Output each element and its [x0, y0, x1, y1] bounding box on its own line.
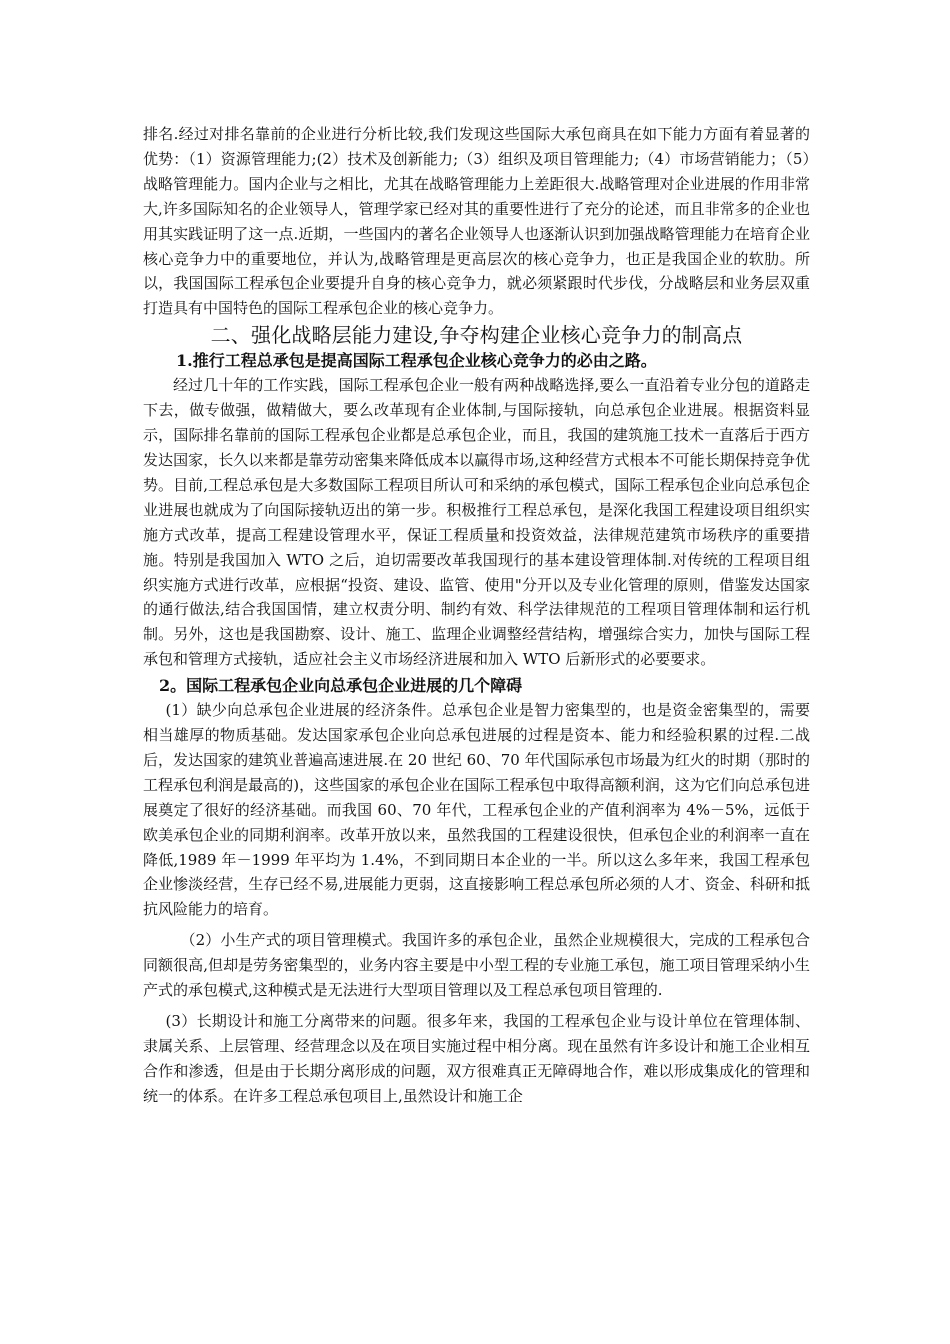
subsection-heading-1: 1.推行工程总承包是提高国际工程承包企业核心竞争力的必由之路。 [176, 351, 657, 371]
subsection-heading-2: 2。国际工程承包企业向总承包企业进展的几个障碍 [159, 676, 523, 696]
paragraph-obstacle-2: （2）小生产式的项目管理模式。我国许多的承包企业，虽然企业规模很大，完成的工程承包合同额很高,但却是劳务密集型的，业务内容主要是中小型工程的专业施工承包，施工项目管理采纳小生产式的承包模式,这种模式是无法进行大型项目管理以及工程总承包项目管理的. [143, 931, 810, 1000]
paragraph-total-contracting: 经过几十年的工作实践，国际工程承包企业一般有两种战略选择,要么一直沿着专业分包的道路走下去，做专做强，做精做大，要么改革现有企业体制,与国际接轨，向总承包企业进展。根据资料显示，国际排名靠前的国际工程承包企业都是总承包企业，而且，我国的建筑施工技术一直落后于西方发达国家，长久以来都是靠劳动密集来降低成本以赢得市场,这种经营方式根本不可能长期保持竞争优势。目前,工程总承包是大多数国际工程项目所认可和采纳的承包模式，国际工程承包企业向总承包企业进展也就成为了向国际接轨迈出的第一步。积极推行工程总承包，是深化我国工程建设项目组织实施方式改革，提高工程建设管理水平，保证工程质量和投资效益，法律规范建筑市场秩序的重要措施。特别是我国加入 WTO 之后，迫切需要改革我国现行的基本建设管理体制.对传统的工程项目组织实施方式进行改革，应根据“投资、建设、监管、使用"分开以及专业化管理的原则，借鉴发达国家的通行做法,结合我国国情，建立权责分明、制约有效、科学法律规范的工程项目管理体制和运行机制。另外，这也是我国勘察、设计、施工、监理企业调整经营结构，增强综合实力，加快与国际工程承包和管理方式接轨，适应社会主义市场经济进展和加入 WTO 后新形式的必要要求。 [143, 376, 810, 669]
paragraph-obstacle-1: (1）缺少向总承包企业进展的经济条件。总承包企业是智力密集型的，也是资金密集型的，需要相当雄厚的物质基础。发达国家承包企业向总承包进展的过程是资本、能力和经验积累的过程.二战后，发达国家的建筑业普遍高速进展.在 20 世纪 60、70 年代国际承包市场最为红火的时期（那时的工程承包利润是最高的)，这些国家的承包企业在国际工程承包中取得高额利润，这为它们向总承包进展奠定了很好的经济基础。而我国 60、70 年代，工程承包企业的产值利润率为 4%－5%，远低于欧美承包企业的同期利润率。改革开放以来，虽然我国的工程建设很快，但承包企业的利润率一直在降低,1989 年－1999 年平均为 1.4%，不到同期日本企业的一半。所以这么多年来，我国工程承包企业惨淡经营，生存已经不易,进展能力更弱，这直接影响工程总承包所必须的人才、资金、科研和抵抗风险能力的培育。 [143, 701, 810, 919]
paragraph-intro: 排名.经过对排名靠前的企业进行分析比较,我们发现这些国际大承包商具在如下能力方面有着显著的优势：（1）资源管理能力;(2）技术及创新能力;（3）组织及项目管理能力;（4）市场营销能力；（5）战略管理能力。国内企业与之相比，尤其在战略管理能力上差距很大.战略管理对企业进展的作用非常大,许多国际知名的企业领导人，管理学家已经对其的重要性进行了充分的论述，而且非常多的企业也用其实践证明了这一点.近期，一些国内的著名企业领导人也逐渐认识到加强战略管理能力在培育企业核心竞争力中的重要地位，并认为,战略管理是更高层次的核心竞争力，也正是我国企业的软肋。所以，我国国际工程承包企业要提升自身的核心竞争力，就必须紧跟时代步伐，分战略层和业务层双重打造具有中国特色的国际工程承包企业的核心竞争力。 [143, 125, 810, 318]
paragraph-obstacle-3: (3）长期设计和施工分离带来的问题。很多年来，我国的工程承包企业与设计单位在管理体制、隶属关系、上层管理、经营理念以及在项目实施过程中相分离。现在虽然有许多设计和施工企业相互合作和渗透，但是由于长期分离形成的问题，双方很难真正无障碍地合作，难以形成集成化的管理和统一的体系。在许多工程总承包项目上,虽然设计和施工企 [143, 1012, 810, 1105]
document-page [143, 122, 810, 1109]
section-heading: 二、强化战略层能力建设,争夺构建企业核心竞争力的制高点 [210, 323, 743, 348]
